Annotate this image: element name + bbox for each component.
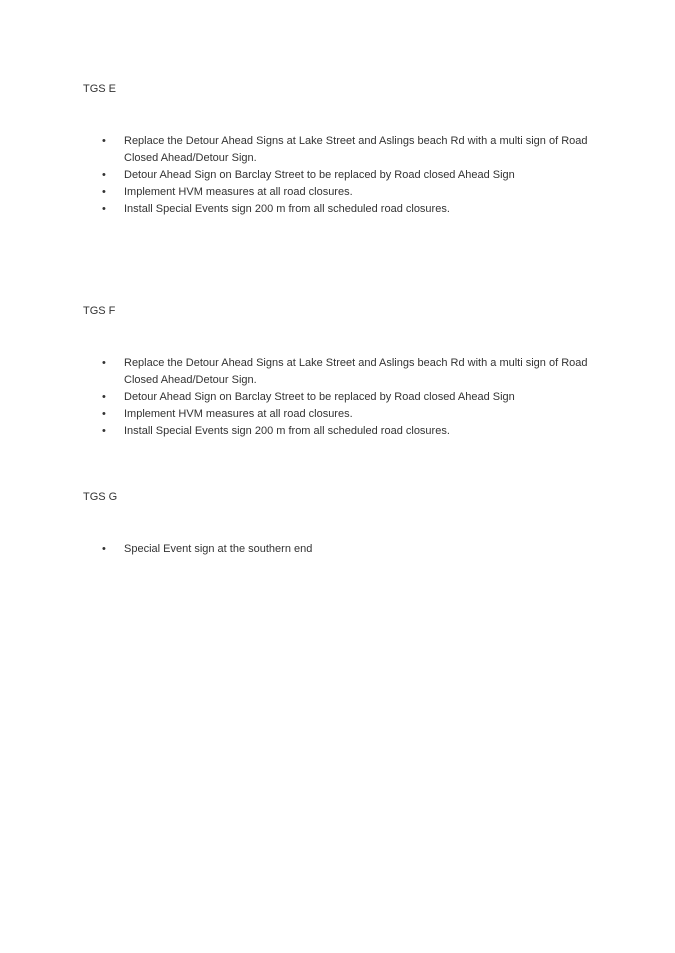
- section-heading-tgs-f: TGS F: [83, 305, 116, 317]
- bullet-item: • Install Special Events sign 200 m from all scheduled road closures.: [83, 423, 598, 440]
- bullet-item: • Implement HVM measures at all road closures.: [83, 406, 598, 423]
- section-heading-tgs-e: TGS E: [83, 83, 117, 95]
- bullet-list-tgs-g: [83, 541, 603, 558]
- bullet-item: • Implement HVM measures at all road closures.: [83, 184, 598, 201]
- bullet-item: • Detour Ahead Sign on Barclay Street to be replaced by Road closed Ahead Sign: [83, 167, 598, 184]
- bullet-item: • Install Special Events sign 200 m from all scheduled road closures.: [83, 201, 598, 218]
- bullet-item: • Replace the Detour Ahead Signs at Lake Street and Aslings beach Rd with a multi sign of Road Closed Ahead/Detour Sign.: [83, 355, 598, 389]
- bullet-item: • Replace the Detour Ahead Signs at Lake Street and Aslings beach Rd with a multi sign of Road Closed Ahead/Detour Sign.: [83, 133, 598, 167]
- bullet-item: • Detour Ahead Sign on Barclay Street to be replaced by Road closed Ahead Sign: [83, 389, 598, 406]
- section-heading-tgs-g: TGS G: [83, 491, 118, 503]
- bullet-list-tgs-e: [83, 133, 603, 218]
- bullet-item: • Special Event sign at the southern end: [83, 541, 598, 558]
- bullet-list-tgs-f: [83, 355, 603, 440]
